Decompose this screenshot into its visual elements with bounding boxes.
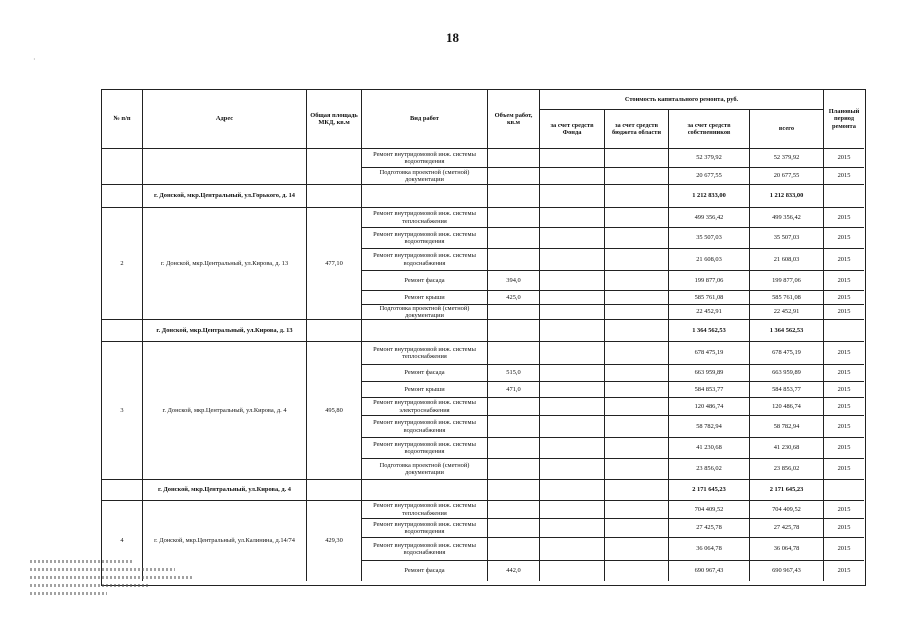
subtotal-fund-cell [540,320,605,342]
volume-cell [488,519,540,538]
volume-cell [488,342,540,365]
work-type-cell: Подготовка проектной (сметной) документации [362,168,488,185]
regional-cell [605,438,669,459]
work-type-cell: Ремонт крыши [362,291,488,305]
subtotal-work-cell [362,320,488,342]
regional-cell [605,561,669,581]
group-number: 3 [102,342,143,480]
subtotal-period-cell [824,185,864,208]
volume-cell [488,416,540,438]
group-number [102,149,143,185]
volume-cell [488,459,540,480]
repair-cost-table [101,89,866,586]
subtotal-work-cell [362,480,488,501]
period-cell: 2015 [824,416,864,438]
total-cell: 41 230,68 [750,438,824,459]
page-number: 18 [446,30,459,45]
header-fund: за счет средств Фонда [540,110,605,149]
volume-cell [488,438,540,459]
period-cell: 2015 [824,228,864,249]
header-owners: за счет средств собственников [669,110,750,149]
group-area [307,149,362,185]
regional-cell [605,342,669,365]
volume-cell [488,149,540,168]
regional-cell [605,228,669,249]
fund-cell [540,305,605,320]
period-cell: 2015 [824,305,864,320]
group-address [143,149,307,185]
regional-cell [605,398,669,416]
work-type-cell: Ремонт фасада [362,365,488,382]
total-cell: 499 356,42 [750,208,824,228]
group-address: г. Донской, мкр.Центральный, ул.Кирова, д. 13 [143,208,307,320]
volume-cell: 471,0 [488,382,540,398]
header-volume: Объем работ, кв.м [488,90,540,149]
period-cell: 2015 [824,501,864,519]
fund-cell [540,291,605,305]
total-cell: 678 475,19 [750,342,824,365]
total-cell: 584 853,77 [750,382,824,398]
subtotal-owners: 1 364 562,53 [669,320,750,342]
fund-cell [540,149,605,168]
subtotal-fund-cell [540,480,605,501]
subtotal-regional-cell [605,320,669,342]
period-cell: 2015 [824,459,864,480]
header-work-type: Вид работ [362,90,488,149]
fund-cell [540,438,605,459]
subtotal-volume-cell [488,185,540,208]
total-cell: 20 677,55 [750,168,824,185]
owners-cell: 41 230,68 [669,438,750,459]
regional-cell [605,149,669,168]
regional-cell [605,168,669,185]
group-area: 495,80 [307,342,362,480]
fund-cell [540,382,605,398]
owners-cell: 678 475,19 [669,342,750,365]
period-cell: 2015 [824,538,864,561]
fund-cell [540,398,605,416]
total-cell: 22 452,91 [750,305,824,320]
owners-cell: 690 967,43 [669,561,750,581]
header-regional: за счет средств бюджета области [605,110,669,149]
group-area: 477,10 [307,208,362,320]
total-cell: 52 379,92 [750,149,824,168]
volume-cell [488,249,540,271]
work-type-cell: Ремонт внутридомовой инж. системы теплоснабжения [362,342,488,365]
fund-cell [540,501,605,519]
fund-cell [540,208,605,228]
work-type-cell: Ремонт внутридомовой инж. системы водоотведения [362,149,488,168]
fund-cell [540,459,605,480]
owners-cell: 704 409,52 [669,501,750,519]
fund-cell [540,342,605,365]
period-cell: 2015 [824,438,864,459]
subtotal-area-cell [307,320,362,342]
subtotal-regional-cell [605,185,669,208]
regional-cell [605,416,669,438]
subtotal-area-cell [307,480,362,501]
scan-artifact [30,560,200,615]
owners-cell: 20 677,55 [669,168,750,185]
period-cell: 2015 [824,365,864,382]
owners-cell: 22 452,91 [669,305,750,320]
work-type-cell: Подготовка проектной (сметной) документации [362,305,488,320]
group-number: 2 [102,208,143,320]
work-type-cell: Ремонт внутридомовой инж. системы теплоснабжения [362,501,488,519]
subtotal-address: г. Донской, мкр.Центральный, ул.Кирова, д. 4 [143,480,307,501]
group-number: 4 [102,501,143,581]
subtotal-num-cell [102,320,143,342]
subtotal-total: 1 212 833,00 [750,185,824,208]
period-cell: 2015 [824,149,864,168]
volume-cell: 442,0 [488,561,540,581]
fund-cell [540,168,605,185]
owners-cell: 584 853,77 [669,382,750,398]
total-cell: 58 782,94 [750,416,824,438]
volume-cell [488,168,540,185]
owners-cell: 120 486,74 [669,398,750,416]
total-cell: 199 877,06 [750,271,824,291]
period-cell: 2015 [824,291,864,305]
regional-cell [605,271,669,291]
total-cell: 120 486,74 [750,398,824,416]
fund-cell [540,365,605,382]
regional-cell [605,208,669,228]
total-cell: 23 856,02 [750,459,824,480]
owners-cell: 23 856,02 [669,459,750,480]
subtotal-num-cell [102,185,143,208]
work-type-cell: Ремонт внутридомовой инж. системы водоснабжения [362,538,488,561]
header-total: всего [750,110,824,149]
total-cell: 21 608,03 [750,249,824,271]
volume-cell [488,538,540,561]
regional-cell [605,459,669,480]
work-type-cell: Ремонт внутридомовой инж. системы водоснабжения [362,249,488,271]
volume-cell [488,305,540,320]
owners-cell: 199 877,06 [669,271,750,291]
work-type-cell: Ремонт фасада [362,271,488,291]
subtotal-period-cell [824,480,864,501]
regional-cell [605,519,669,538]
work-type-cell: Ремонт внутридомовой инж. системы электроснабжения [362,398,488,416]
total-cell: 36 064,78 [750,538,824,561]
fund-cell [540,561,605,581]
period-cell: 2015 [837,567,851,575]
work-type-cell: Ремонт фасада [362,561,488,581]
owners-cell: 21 608,03 [669,249,750,271]
work-type-cell: Подготовка проектной (сметной) документации [362,459,488,480]
total-cell: 663 959,89 [750,365,824,382]
regional-cell [605,305,669,320]
subtotal-address: г. Донской, мкр.Центральный, ул.Горького, д. 14 [143,185,307,208]
work-type-cell: Ремонт крыши [362,382,488,398]
volume-cell: 394,0 [488,271,540,291]
period-cell: 2015 [824,519,864,538]
fund-cell [540,538,605,561]
fund-cell [540,249,605,271]
regional-cell [605,291,669,305]
work-type-cell: Ремонт внутридомовой инж. системы водоотведения [362,228,488,249]
total-cell: 585 761,08 [750,291,824,305]
header-area: Общая площадь МКД, кв.м [307,90,362,149]
volume-cell [488,208,540,228]
period-cell: 2015 [824,271,864,291]
header-address: Адрес [143,90,307,149]
period-cell: 2015 [824,208,864,228]
subtotal-volume-cell [488,320,540,342]
fund-cell [540,519,605,538]
group-address: г. Донской, мкр.Центральный, ул.Кирова, д. 4 [143,342,307,480]
period-cell: 2015 [824,398,864,416]
owners-cell: 58 782,94 [669,416,750,438]
period-cell: 2015 [824,382,864,398]
header-period: Плановый период ремонта [824,90,864,149]
period-cell: 2015 [824,342,864,365]
owners-cell: 35 507,03 [669,228,750,249]
subtotal-owners: 1 212 833,00 [669,185,750,208]
regional-cell [605,382,669,398]
regional-cell [605,538,669,561]
subtotal-owners: 2 171 645,23 [669,480,750,501]
period-cell: 2015 [824,168,864,185]
fund-cell [540,271,605,291]
owners-cell: 499 356,42 [669,208,750,228]
subtotal-total: 2 171 645,23 [750,480,824,501]
volume-cell: 425,0 [488,291,540,305]
work-type-cell: Ремонт внутридомовой инж. системы водоснабжения [362,416,488,438]
owners-cell: 663 959,89 [669,365,750,382]
header-cost-group: Стоимость капитального ремонта, руб. [540,90,824,110]
subtotal-work-cell [362,185,488,208]
subtotal-period-cell [824,320,864,342]
subtotal-area-cell [307,185,362,208]
scan-speck: · [33,55,36,64]
header-num: № п/п [102,90,143,149]
group-address: г. Донской, мкр.Центральный, ул.Калинина, д.14/74 [143,501,307,581]
total-cell: 35 507,03 [750,228,824,249]
total-cell: 704 409,52 [750,501,824,519]
volume-cell [488,228,540,249]
work-type-cell: Ремонт внутридомовой инж. системы теплоснабжения [362,208,488,228]
subtotal-regional-cell [605,480,669,501]
subtotal-num-cell [102,480,143,501]
subtotal-fund-cell [540,185,605,208]
group-area: 429,30 [307,501,362,581]
total-cell: 690 967,43 [750,561,824,581]
owners-cell: 36 064,78 [669,538,750,561]
volume-cell [488,501,540,519]
fund-cell [540,416,605,438]
work-type-cell: Ремонт внутридомовой инж. системы водоотведения [362,519,488,538]
period-cell: 2015 [824,249,864,271]
regional-cell [605,249,669,271]
regional-cell [605,365,669,382]
owners-cell: 52 379,92 [669,149,750,168]
regional-cell [605,501,669,519]
subtotal-total: 1 364 562,53 [750,320,824,342]
volume-cell: 515,0 [488,365,540,382]
owners-cell: 585 761,08 [669,291,750,305]
subtotal-volume-cell [488,480,540,501]
work-type-cell: Ремонт внутридомовой инж. системы водоотведения [362,438,488,459]
subtotal-address: г. Донской, мкр.Центральный, ул.Кирова, д. 13 [143,320,307,342]
fund-cell [540,228,605,249]
total-cell: 27 425,78 [750,519,824,538]
volume-cell [488,398,540,416]
owners-cell: 27 425,78 [669,519,750,538]
